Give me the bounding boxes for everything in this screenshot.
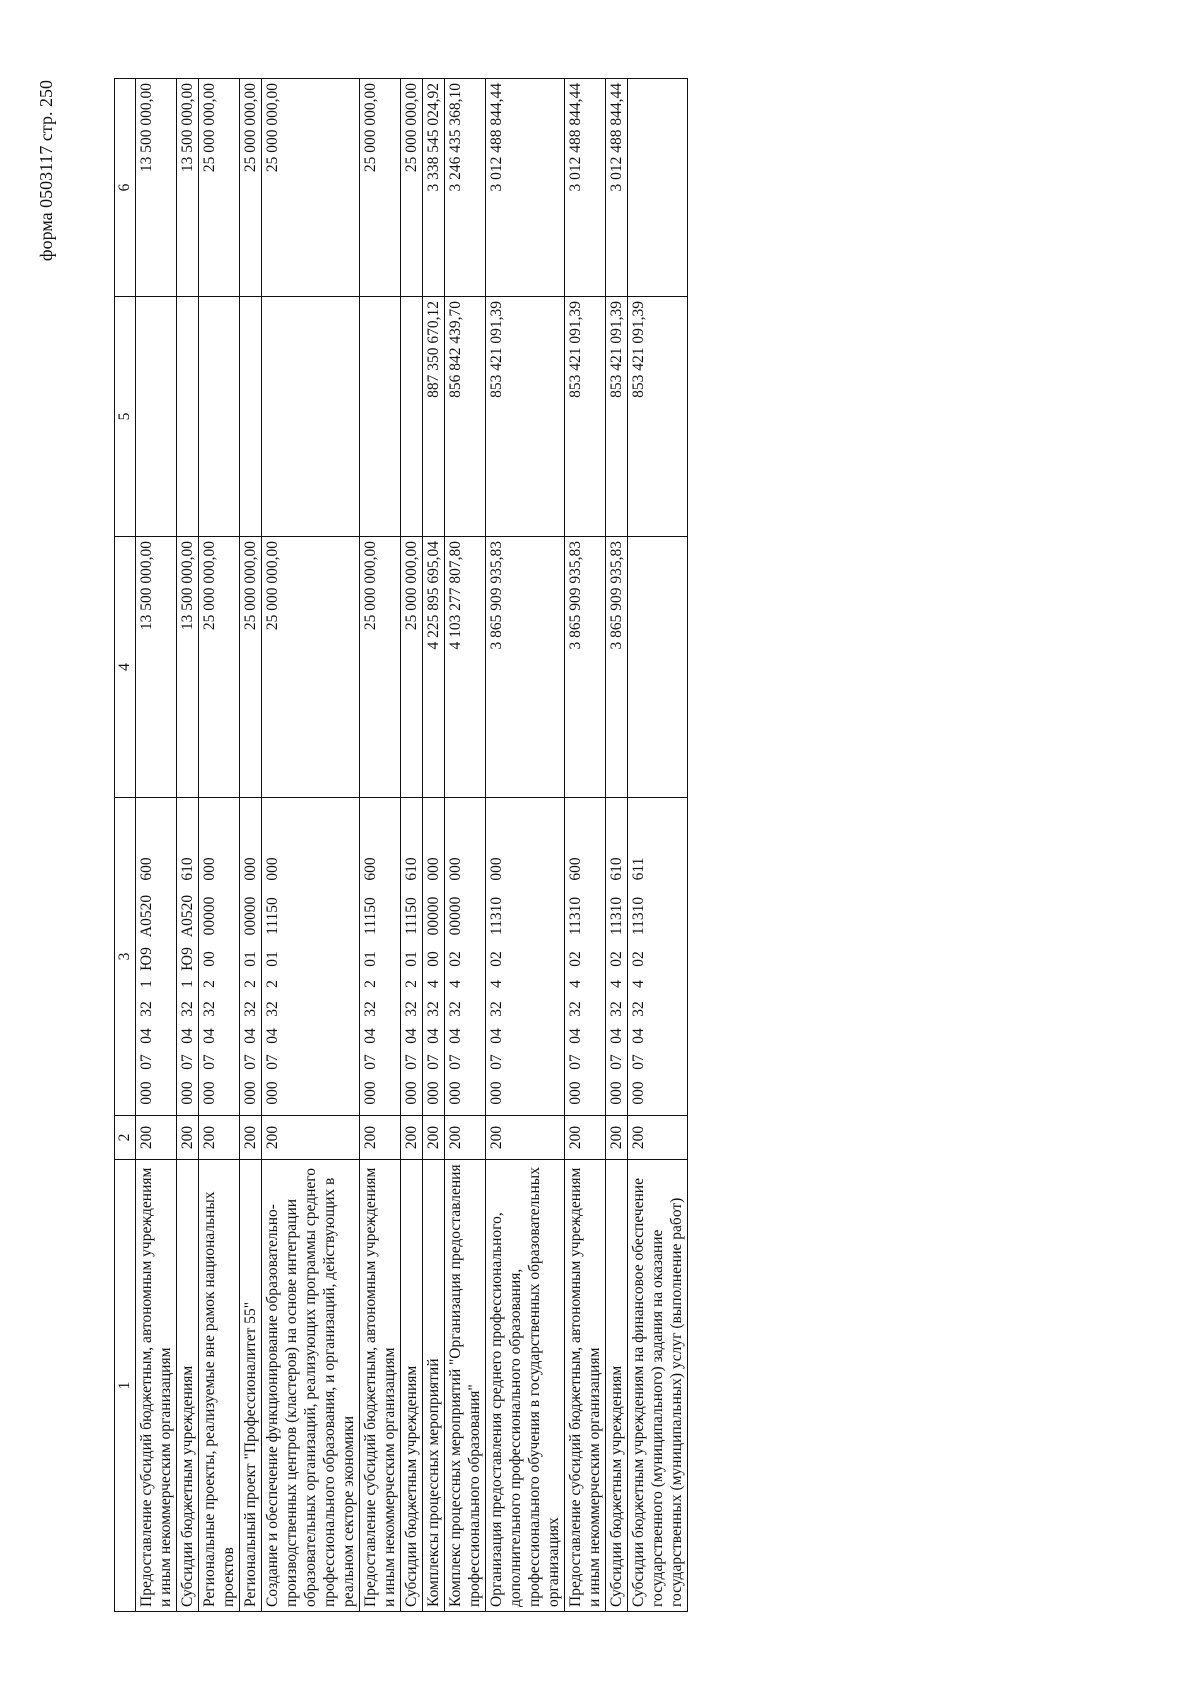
executed-amount: 853 421 091,39	[486, 297, 565, 537]
budget-classification-code	[423, 798, 445, 1116]
approved-amount: 13 500 000,00	[177, 537, 199, 798]
budget-classification-code	[606, 798, 628, 1116]
unexecuted-amount: 3 012 488 844,44	[486, 79, 565, 297]
line-code: 200	[136, 1116, 177, 1160]
approved-amount: 25 000 000,00	[401, 537, 423, 798]
budget-classification-code	[445, 798, 486, 1116]
code-part: 000	[567, 1081, 584, 1105]
code-part: 4	[425, 980, 442, 988]
budget-classification-code	[199, 798, 240, 1116]
column-number: 3	[115, 798, 136, 1116]
code-part: 07	[567, 1054, 584, 1070]
row-name: Предоставление субсидий бюджетным, автономным учреждениям и иным некоммерческим организациям	[360, 1160, 401, 1612]
line-code: 200	[360, 1116, 401, 1160]
line-code: 200	[565, 1116, 606, 1160]
unexecuted-amount: 25 000 000,00	[262, 79, 360, 297]
code-part: 000	[362, 1081, 379, 1105]
code-part: 4	[567, 980, 584, 988]
code-part: 32	[630, 1001, 647, 1017]
executed-amount	[136, 297, 177, 537]
table-row	[565, 79, 606, 1612]
code-part: 00000	[447, 896, 464, 936]
code-part: 000	[488, 857, 505, 881]
form-reference: форма 0503117 стр. 250	[36, 80, 56, 262]
unexecuted-amount: 25 000 000,00	[401, 79, 423, 297]
column-number: 5	[115, 297, 136, 537]
row-name: Региональные проекты, реализуемые вне рамок национальных проектов	[199, 1160, 240, 1612]
table-row	[136, 79, 177, 1612]
line-code: 200	[606, 1116, 628, 1160]
budget-classification-code	[486, 798, 565, 1116]
executed-amount: 853 421 091,39	[628, 297, 688, 537]
table-row	[177, 79, 199, 1612]
budget-classification-code	[360, 798, 401, 1116]
code-part: Ю9	[179, 947, 196, 971]
code-part: 07	[630, 1054, 647, 1070]
budget-classification-code	[177, 798, 199, 1116]
code-part: 02	[488, 951, 505, 967]
table-row	[423, 79, 445, 1612]
code-part: 32	[201, 1001, 218, 1017]
executed-amount: 856 842 439,70	[445, 297, 486, 537]
budget-classification-code	[136, 798, 177, 1116]
table-body	[136, 79, 688, 1612]
code-part: 000	[403, 1081, 420, 1105]
column-number: 1	[115, 1160, 136, 1612]
unexecuted-amount: 25 000 000,00	[360, 79, 401, 297]
code-part: 07	[179, 1054, 196, 1070]
code-part: 610	[179, 857, 196, 881]
code-part: 32	[608, 1001, 625, 1017]
code-part: 610	[403, 857, 420, 881]
row-name: Комплекс процессных мероприятий "Организация предоставления профессионального образования"	[445, 1160, 486, 1612]
approved-amount: 3 865 909 935,83	[486, 537, 565, 798]
approved-amount: 13 500 000,00	[136, 537, 177, 798]
executed-amount	[177, 297, 199, 537]
row-name: Организация предоставления среднего профессионального, дополнительного профессионального образования, профессионального обучения в государственных образовательных организациях	[486, 1160, 565, 1612]
code-part: 04	[488, 1028, 505, 1044]
code-part: 07	[362, 1054, 379, 1070]
code-part: 600	[567, 857, 584, 881]
code-part: Ю9	[138, 947, 155, 971]
approved-amount: 4 225 895 695,04	[423, 537, 445, 798]
table-row	[360, 79, 401, 1612]
code-part: 32	[242, 1001, 259, 1017]
code-part: 04	[608, 1028, 625, 1044]
code-part: 11150	[264, 897, 281, 935]
row-name: Субсидии бюджетным учреждениям	[177, 1160, 199, 1612]
executed-amount	[360, 297, 401, 537]
code-part: 07	[425, 1054, 442, 1070]
code-part: 01	[362, 951, 379, 967]
code-part: 02	[447, 951, 464, 967]
code-part: 11310	[488, 896, 505, 936]
code-part: 32	[179, 1001, 196, 1017]
code-part: 04	[264, 1028, 281, 1044]
unexecuted-amount: 13 500 000,00	[177, 79, 199, 297]
column-number: 4	[115, 537, 136, 798]
code-part: 32	[138, 1001, 155, 1017]
table-row	[240, 79, 262, 1612]
line-code: 200	[423, 1116, 445, 1160]
unexecuted-amount: 3 246 435 368,10	[445, 79, 486, 297]
code-part: 000	[201, 857, 218, 881]
code-part: 4	[447, 980, 464, 988]
code-part: 000	[242, 1081, 259, 1105]
line-code: 200	[628, 1116, 688, 1160]
line-code: 200	[177, 1116, 199, 1160]
executed-amount: 853 421 091,39	[565, 297, 606, 537]
code-part: 01	[403, 951, 420, 967]
row-name: Создание и обеспечение функционирование образовательно-производственных центров (кластеров) на основе интеграции образовательных организаций, реализующих программы среднего профессионального образования, и организаций, действующих в реальном секторе экономики	[262, 1160, 360, 1612]
approved-amount: 4 103 277 807,80	[445, 537, 486, 798]
code-part: 11150	[403, 897, 420, 935]
budget-classification-code	[565, 798, 606, 1116]
code-part: 02	[567, 951, 584, 967]
table-row	[262, 79, 360, 1612]
row-name: Региональный проект "Профессионалитет 55"	[240, 1160, 262, 1612]
code-part: 32	[447, 1001, 464, 1017]
line-code: 200	[240, 1116, 262, 1160]
approved-amount: 25 000 000,00	[360, 537, 401, 798]
approved-amount: 25 000 000,00	[262, 537, 360, 798]
column-number-row	[115, 79, 136, 1612]
code-part: 32	[567, 1001, 584, 1017]
code-part: 01	[242, 951, 259, 967]
code-part: 600	[138, 857, 155, 881]
code-part: 000	[179, 1081, 196, 1105]
code-part: 01	[264, 951, 281, 967]
code-part: А0520	[138, 894, 155, 938]
budget-classification-code	[240, 798, 262, 1116]
code-part: 2	[201, 980, 218, 988]
code-part: 2	[264, 980, 281, 988]
code-part: 04	[179, 1028, 196, 1044]
code-part: 32	[403, 1001, 420, 1017]
code-part: 11150	[362, 897, 379, 935]
code-part: 32	[362, 1001, 379, 1017]
code-part: 07	[242, 1054, 259, 1070]
approved-amount: 25 000 000,00	[199, 537, 240, 798]
code-part: 000	[201, 1081, 218, 1105]
approved-amount: 3 865 909 935,83	[565, 537, 606, 798]
code-part: 1	[138, 980, 155, 988]
code-part: 00	[201, 951, 218, 967]
code-part: 000	[242, 857, 259, 881]
code-part: 4	[488, 980, 505, 988]
code-part: 07	[447, 1054, 464, 1070]
unexecuted-amount: 13 500 000,00	[136, 79, 177, 297]
code-part: 000	[138, 1081, 155, 1105]
row-name: Предоставление субсидий бюджетным, автономным учреждениям и иным некоммерческим организациям	[136, 1160, 177, 1612]
executed-amount	[262, 297, 360, 537]
code-part: 000	[488, 1081, 505, 1105]
line-code: 200	[486, 1116, 565, 1160]
code-part: 600	[362, 857, 379, 881]
row-name: Субсидии бюджетным учреждениям	[401, 1160, 423, 1612]
column-number: 2	[115, 1116, 136, 1160]
executed-amount	[199, 297, 240, 537]
code-part: 4	[630, 980, 647, 988]
budget-table	[114, 78, 688, 1612]
code-part: 04	[567, 1028, 584, 1044]
unexecuted-amount: 3 012 488 844,44	[565, 79, 606, 297]
table-row	[628, 79, 688, 1612]
code-part: 2	[403, 980, 420, 988]
table-row	[486, 79, 565, 1612]
line-code: 200	[199, 1116, 240, 1160]
executed-amount	[240, 297, 262, 537]
code-part: 11310	[630, 896, 647, 936]
executed-amount	[401, 297, 423, 537]
code-part: 000	[425, 1081, 442, 1105]
code-part: 07	[138, 1054, 155, 1070]
code-part: 07	[488, 1054, 505, 1070]
code-part: 00000	[242, 896, 259, 936]
unexecuted-amount: 3 012 488 844,44	[606, 79, 628, 297]
code-part: 07	[403, 1054, 420, 1070]
budget-classification-code	[401, 798, 423, 1116]
column-number: 6	[115, 79, 136, 297]
code-part: 07	[201, 1054, 218, 1070]
executed-amount: 853 421 091,39	[606, 297, 628, 537]
code-part: 02	[630, 951, 647, 967]
code-part: 000	[264, 1081, 281, 1105]
approved-amount: 3 865 909 935,83	[606, 537, 628, 798]
code-part: 2	[242, 980, 259, 988]
row-name: Комплексы процессных мероприятий	[423, 1160, 445, 1612]
code-part: 32	[425, 1001, 442, 1017]
code-part: 000	[425, 857, 442, 881]
code-part: 04	[403, 1028, 420, 1044]
code-part: 611	[630, 857, 647, 881]
table-row	[199, 79, 240, 1612]
code-part: 04	[362, 1028, 379, 1044]
code-part: 07	[608, 1054, 625, 1070]
code-part: 000	[630, 1081, 647, 1105]
code-part: 00000	[425, 896, 442, 936]
code-part: 1	[179, 980, 196, 988]
row-name: Предоставление субсидий бюджетным, автономным учреждениям и иным некоммерческим организациям	[565, 1160, 606, 1612]
code-part: 11310	[608, 896, 625, 936]
budget-classification-code	[628, 798, 688, 1116]
approved-amount	[628, 537, 688, 798]
code-part: 000	[264, 857, 281, 881]
table-row	[401, 79, 423, 1612]
approved-amount: 25 000 000,00	[240, 537, 262, 798]
code-part: 00000	[201, 896, 218, 936]
unexecuted-amount: 25 000 000,00	[199, 79, 240, 297]
line-code: 200	[401, 1116, 423, 1160]
code-part: 32	[264, 1001, 281, 1017]
table-row	[445, 79, 486, 1612]
unexecuted-amount	[628, 79, 688, 297]
code-part: 04	[242, 1028, 259, 1044]
code-part: 32	[488, 1001, 505, 1017]
line-code: 200	[262, 1116, 360, 1160]
code-part: 00	[425, 951, 442, 967]
code-part: 000	[608, 1081, 625, 1105]
line-code: 200	[445, 1116, 486, 1160]
code-part: 000	[447, 857, 464, 881]
code-part: 11310	[567, 896, 584, 936]
code-part: 04	[201, 1028, 218, 1044]
code-part: 02	[608, 951, 625, 967]
code-part: 04	[425, 1028, 442, 1044]
budget-classification-code	[262, 798, 360, 1116]
code-part: 04	[630, 1028, 647, 1044]
code-part: 610	[608, 857, 625, 881]
code-part: А0520	[179, 894, 196, 938]
code-part: 07	[264, 1054, 281, 1070]
unexecuted-amount: 25 000 000,00	[240, 79, 262, 297]
row-name: Субсидии бюджетным учреждениям	[606, 1160, 628, 1612]
code-part: 000	[447, 1081, 464, 1105]
executed-amount: 887 350 670,12	[423, 297, 445, 537]
table-row	[606, 79, 628, 1612]
code-part: 2	[362, 980, 379, 988]
code-part: 4	[608, 980, 625, 988]
unexecuted-amount: 3 338 545 024,92	[423, 79, 445, 297]
code-part: 04	[447, 1028, 464, 1044]
row-name: Субсидии бюджетным учреждениям на финансовое обеспечение государственного (муниципального) задания на оказание государственных (муниципальных) услуг (выполнение работ)	[628, 1160, 688, 1612]
code-part: 04	[138, 1028, 155, 1044]
